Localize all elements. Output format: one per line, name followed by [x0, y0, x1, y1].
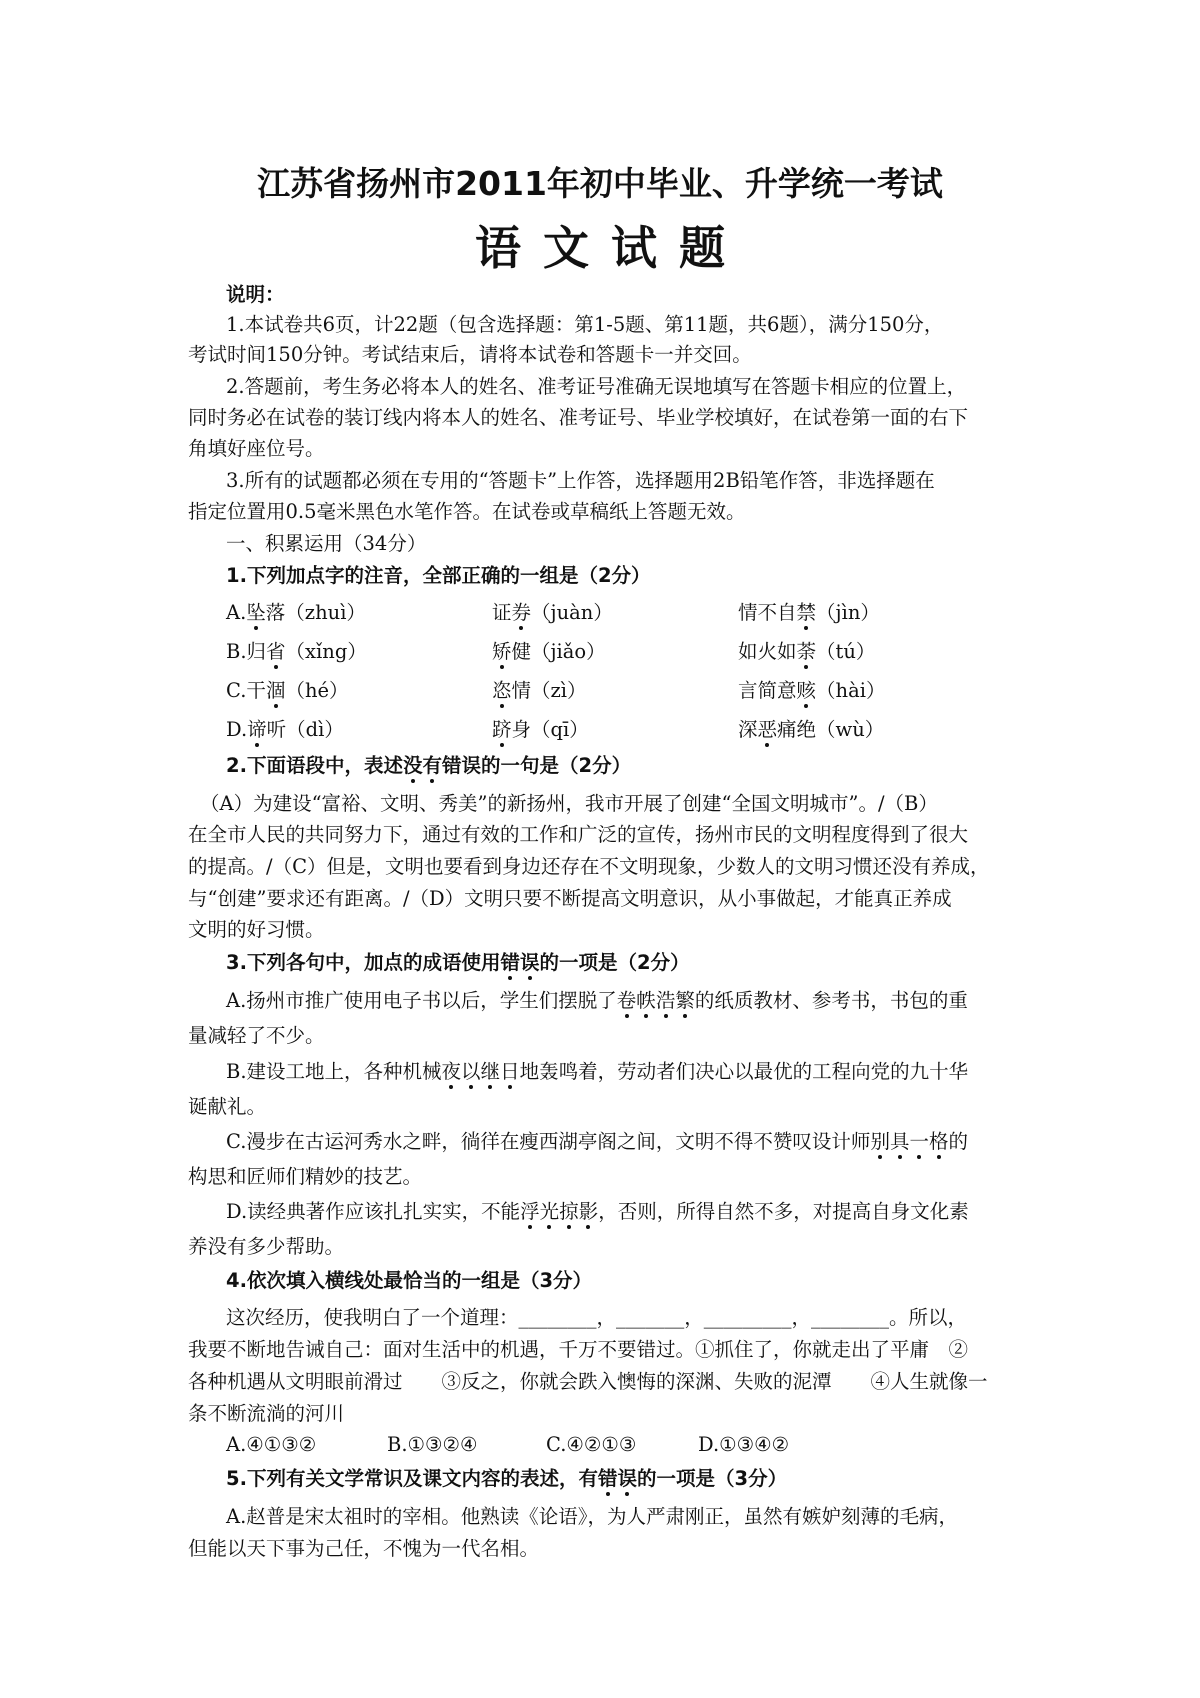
emphasis-char: 以 — [461, 1060, 481, 1083]
q3-stem: 3.下列各句中，加点的成语使用错误的一项是（2分） — [226, 951, 690, 974]
emphasis-char: 误 — [617, 1467, 638, 1490]
q3-option-c-line-2: 构思和匠师们精妙的技艺。 — [188, 1165, 423, 1188]
instruction-2-line-1: 2.答题前，考生务必将本人的姓名、准考证号准确无误地填写在答题卡相应的位置上， — [226, 375, 967, 398]
instruction-3-line-1: 3.所有的试题都必须在专用的“答题卡”上作答，选择题用2B铅笔作答，非选择题在 — [226, 469, 935, 492]
q1-b-word-3: 如火如荼（tú） — [738, 640, 876, 663]
emphasis-char: 浮 — [520, 1200, 540, 1223]
q3-option-a-line-2: 量减轻了不少。 — [188, 1024, 325, 1047]
emphasis-char: 格 — [928, 1130, 949, 1153]
instruction-1-line-1: 1.本试卷共6页，计22题（包含选择题：第1-5题、第11题，共6题），满分150分， — [226, 313, 944, 336]
emphasis-char: 浩 — [655, 989, 676, 1012]
q1-d-option: D.谛听（dì） — [226, 718, 344, 741]
exam-subtitle: 语文试题 — [475, 221, 747, 275]
q4-option-d: D.①③④② — [698, 1433, 790, 1456]
q1-d-word-2: 跻身（qī） — [492, 718, 589, 741]
q5-option-a-line-1: A.赵普是宋太祖时的宰相。他熟读《论语》，为人严肃刚正，虽然有嫉妒刻薄的毛病， — [226, 1505, 959, 1528]
emphasis-char: 帙 — [636, 989, 656, 1012]
q2-text-line-5: 文明的好习惯。 — [188, 918, 325, 941]
emphasis-char: 错 — [500, 951, 520, 974]
q5-stem: 5.下列有关文学常识及课文内容的表述，有错误的一项是（3分） — [226, 1467, 788, 1490]
instruction-1-line-2: 考试时间150分钟。考试结束后，请将本试卷和答题卡一并交回。 — [188, 343, 752, 366]
q4-text-line-4: 条不断流淌的河川 — [188, 1402, 345, 1425]
q1-a-option: A.坠落（zhuì） — [226, 601, 366, 624]
emphasis-char: 日 — [500, 1060, 520, 1083]
instruction-3-line-2: 指定位置用0.5毫米黑色水笔作答。在试卷或草稿纸上答题无效。 — [188, 500, 746, 523]
q2-text-line-3: 的提高。/（C）但是，文明也要看到身边还存在不文明现象，少数人的文明习惯还没有养成， — [188, 855, 990, 878]
q1-c-word-2: 恣情（zì） — [492, 679, 587, 702]
q4-text-line-1: 这次经历，使我明白了一个道理：________，_______，_________，________。所以， — [226, 1306, 968, 1329]
q4-text-line-2: 我要不断地告诫自己：面对生活中的机遇，千万不要错过。①抓住了，你就走出了平庸 ② — [188, 1338, 969, 1361]
section-1-title: 一、积累运用（34分） — [226, 532, 427, 555]
emphasis-char: 影 — [578, 1200, 599, 1223]
q4-option-a: A.④①③② — [226, 1433, 317, 1456]
q2-text-line-4: 与“创建”要求还有距离。/（D）文明只要不断提高文明意识，从小事做起，才能真正养成 — [188, 887, 952, 910]
instruction-2-line-3: 角填好座位号。 — [188, 437, 325, 460]
emphasis-char: 具 — [889, 1130, 910, 1153]
emphasis-char: 别 — [870, 1130, 890, 1153]
q1-a-word-2: 证券（juàn） — [492, 601, 613, 624]
q3-option-b-line-2: 诞献礼。 — [188, 1095, 267, 1118]
emphasis-char: 继 — [480, 1060, 501, 1083]
q4-stem: 4.依次填入横线处最恰当的一组是（3分） — [226, 1269, 593, 1292]
exam-title: 江苏省扬州市2011年初中毕业、升学统一考试 — [257, 164, 943, 203]
emphasis-char: 没 — [402, 754, 423, 777]
emphasis-char: 夜 — [441, 1060, 462, 1083]
emphasis-char: 误 — [520, 951, 540, 974]
q1-b-option: B.归省（xǐng） — [226, 640, 367, 663]
emphasis-char: 掠 — [559, 1200, 579, 1223]
q3-option-b-line-1: B.建设工地上，各种机械夜以继日地轰鸣着，劳动者们决心以最优的工程向党的九十华 — [226, 1060, 969, 1083]
q1-c-option: C.干涸（hé） — [226, 679, 349, 702]
emphasis-char: 有 — [422, 754, 443, 777]
q3-option-a-line-1: A.扬州市推广使用电子书以后，学生们摆脱了卷帙浩繁的纸质教材、参考书，书包的重 — [226, 989, 968, 1012]
q1-stem: 1.下列加点字的注音，全部正确的一组是（2分） — [226, 564, 651, 587]
q2-text-line-1: （A）为建设“富裕、文明、秀美”的新扬州，我市开展了创建“全国文明城市”。/（B） — [200, 792, 938, 815]
q3-option-d-line-2: 养没有多少帮助。 — [188, 1235, 345, 1258]
q2-stem: 2.下面语段中，表述没有错误的一句是（2分） — [226, 754, 632, 777]
q5-option-a-line-2: 但能以天下事为己任，不愧为一代名相。 — [188, 1537, 540, 1560]
q1-c-word-3: 言简意赅（hài） — [738, 679, 886, 702]
q1-b-word-2: 矫健（jiǎo） — [492, 640, 606, 663]
instructions-label: 说明： — [226, 283, 285, 306]
q1-d-word-3: 深恶痛绝（wù） — [738, 718, 885, 741]
q3-option-c-line-1: C.漫步在古运河秀水之畔，徜徉在瘦西湖亭阁之间，文明不得不赞叹设计师别具一格的 — [226, 1130, 969, 1153]
instruction-2-line-2: 同时务必在试卷的装订线内将本人的姓名、准考证号、毕业学校填好，在试卷第一面的右下 — [188, 406, 969, 429]
q2-text-line-2: 在全市人民的共同努力下，通过有效的工作和广泛的宣传，扬州市民的文明程度得到了很大 — [188, 823, 969, 846]
emphasis-char: 错 — [597, 1467, 618, 1490]
emphasis-char: 一 — [909, 1130, 929, 1153]
emphasis-char: 卷 — [616, 989, 637, 1012]
emphasis-char: 光 — [539, 1200, 560, 1223]
emphasis-char: 繁 — [675, 989, 695, 1012]
q4-text-line-3: 各种机遇从文明眼前滑过 ③反之，你就会跌入懊悔的深渊、失败的泥潭 ④人生就像一 — [188, 1370, 988, 1393]
q4-option-b: B.①③②④ — [387, 1433, 478, 1456]
q1-a-word-3: 情不自禁（jìn） — [738, 601, 880, 624]
q4-option-c: C.④②①③ — [546, 1433, 637, 1456]
q3-option-d-line-1: D.读经典著作应该扎扎实实，不能浮光掠影，否则，所得自然不多，对提高自身文化素 — [226, 1200, 969, 1223]
